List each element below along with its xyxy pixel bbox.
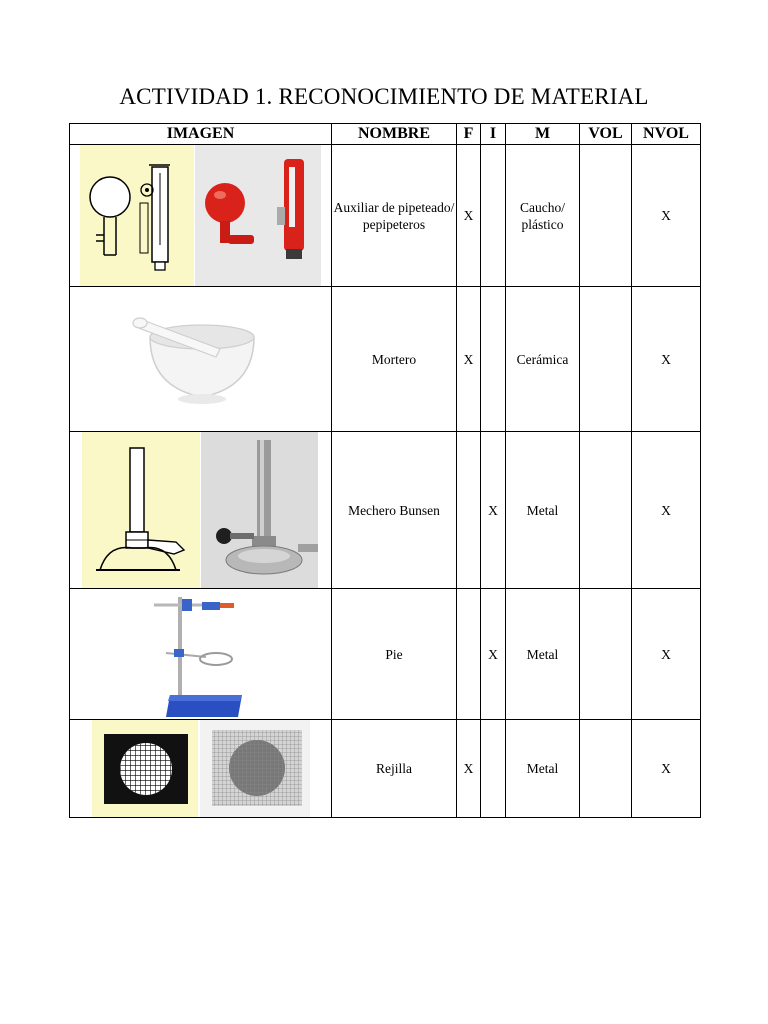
image-cell bbox=[70, 589, 332, 720]
cell-nvol: X bbox=[632, 432, 701, 589]
ring-stand-image bbox=[70, 589, 332, 719]
header-i: I bbox=[481, 124, 506, 145]
image-cell bbox=[70, 720, 332, 818]
cell-nombre: Rejilla bbox=[332, 720, 457, 818]
header-f: F bbox=[457, 124, 481, 145]
cell-f: X bbox=[457, 720, 481, 818]
table-header-row bbox=[70, 124, 701, 145]
table-row bbox=[70, 287, 701, 432]
table-row bbox=[70, 589, 701, 720]
header-imagen: IMAGEN bbox=[70, 124, 332, 145]
cell-m: Cerámica bbox=[506, 287, 580, 432]
cell-i bbox=[481, 720, 506, 818]
cell-i: X bbox=[481, 432, 506, 589]
cell-i bbox=[481, 145, 506, 287]
cell-nombre: Mortero bbox=[332, 287, 457, 432]
image-cell bbox=[70, 145, 332, 287]
cell-f: X bbox=[457, 145, 481, 287]
cell-nvol: X bbox=[632, 145, 701, 287]
cell-f bbox=[457, 432, 481, 589]
cell-vol bbox=[580, 287, 632, 432]
material-table bbox=[69, 123, 701, 818]
table-row bbox=[70, 145, 701, 287]
cell-vol bbox=[580, 432, 632, 589]
cell-vol bbox=[580, 720, 632, 818]
cell-nvol: X bbox=[632, 287, 701, 432]
mortar-image bbox=[70, 287, 332, 431]
header-nombre: NOMBRE bbox=[332, 124, 457, 145]
cell-m: Metal bbox=[506, 720, 580, 818]
image-cell bbox=[70, 432, 332, 589]
cell-f bbox=[457, 589, 481, 720]
cell-m: Caucho/ plástico bbox=[506, 145, 580, 287]
cell-nvol: X bbox=[632, 720, 701, 818]
cell-nvol: X bbox=[632, 589, 701, 720]
cell-f: X bbox=[457, 287, 481, 432]
wire-gauze-image bbox=[70, 720, 332, 817]
cell-nombre: Auxiliar de pipeteado/ pepipeteros bbox=[332, 145, 457, 287]
header-vol: VOL bbox=[580, 124, 632, 145]
cell-vol bbox=[580, 145, 632, 287]
image-cell bbox=[70, 287, 332, 432]
header-nvol: NVOL bbox=[632, 124, 701, 145]
cell-m: Metal bbox=[506, 432, 580, 589]
cell-vol bbox=[580, 589, 632, 720]
bunsen-burner-image bbox=[70, 432, 332, 588]
page-title: ACTIVIDAD 1. RECONOCIMIENTO DE MATERIAL bbox=[119, 84, 649, 109]
pipette-bulb-image bbox=[70, 145, 332, 286]
cell-nombre: Mechero Bunsen bbox=[332, 432, 457, 589]
header-m: M bbox=[506, 124, 580, 145]
cell-m: Metal bbox=[506, 589, 580, 720]
table-row bbox=[70, 720, 701, 818]
cell-i bbox=[481, 287, 506, 432]
cell-i: X bbox=[481, 589, 506, 720]
cell-nombre: Pie bbox=[332, 589, 457, 720]
table-row bbox=[70, 432, 701, 589]
